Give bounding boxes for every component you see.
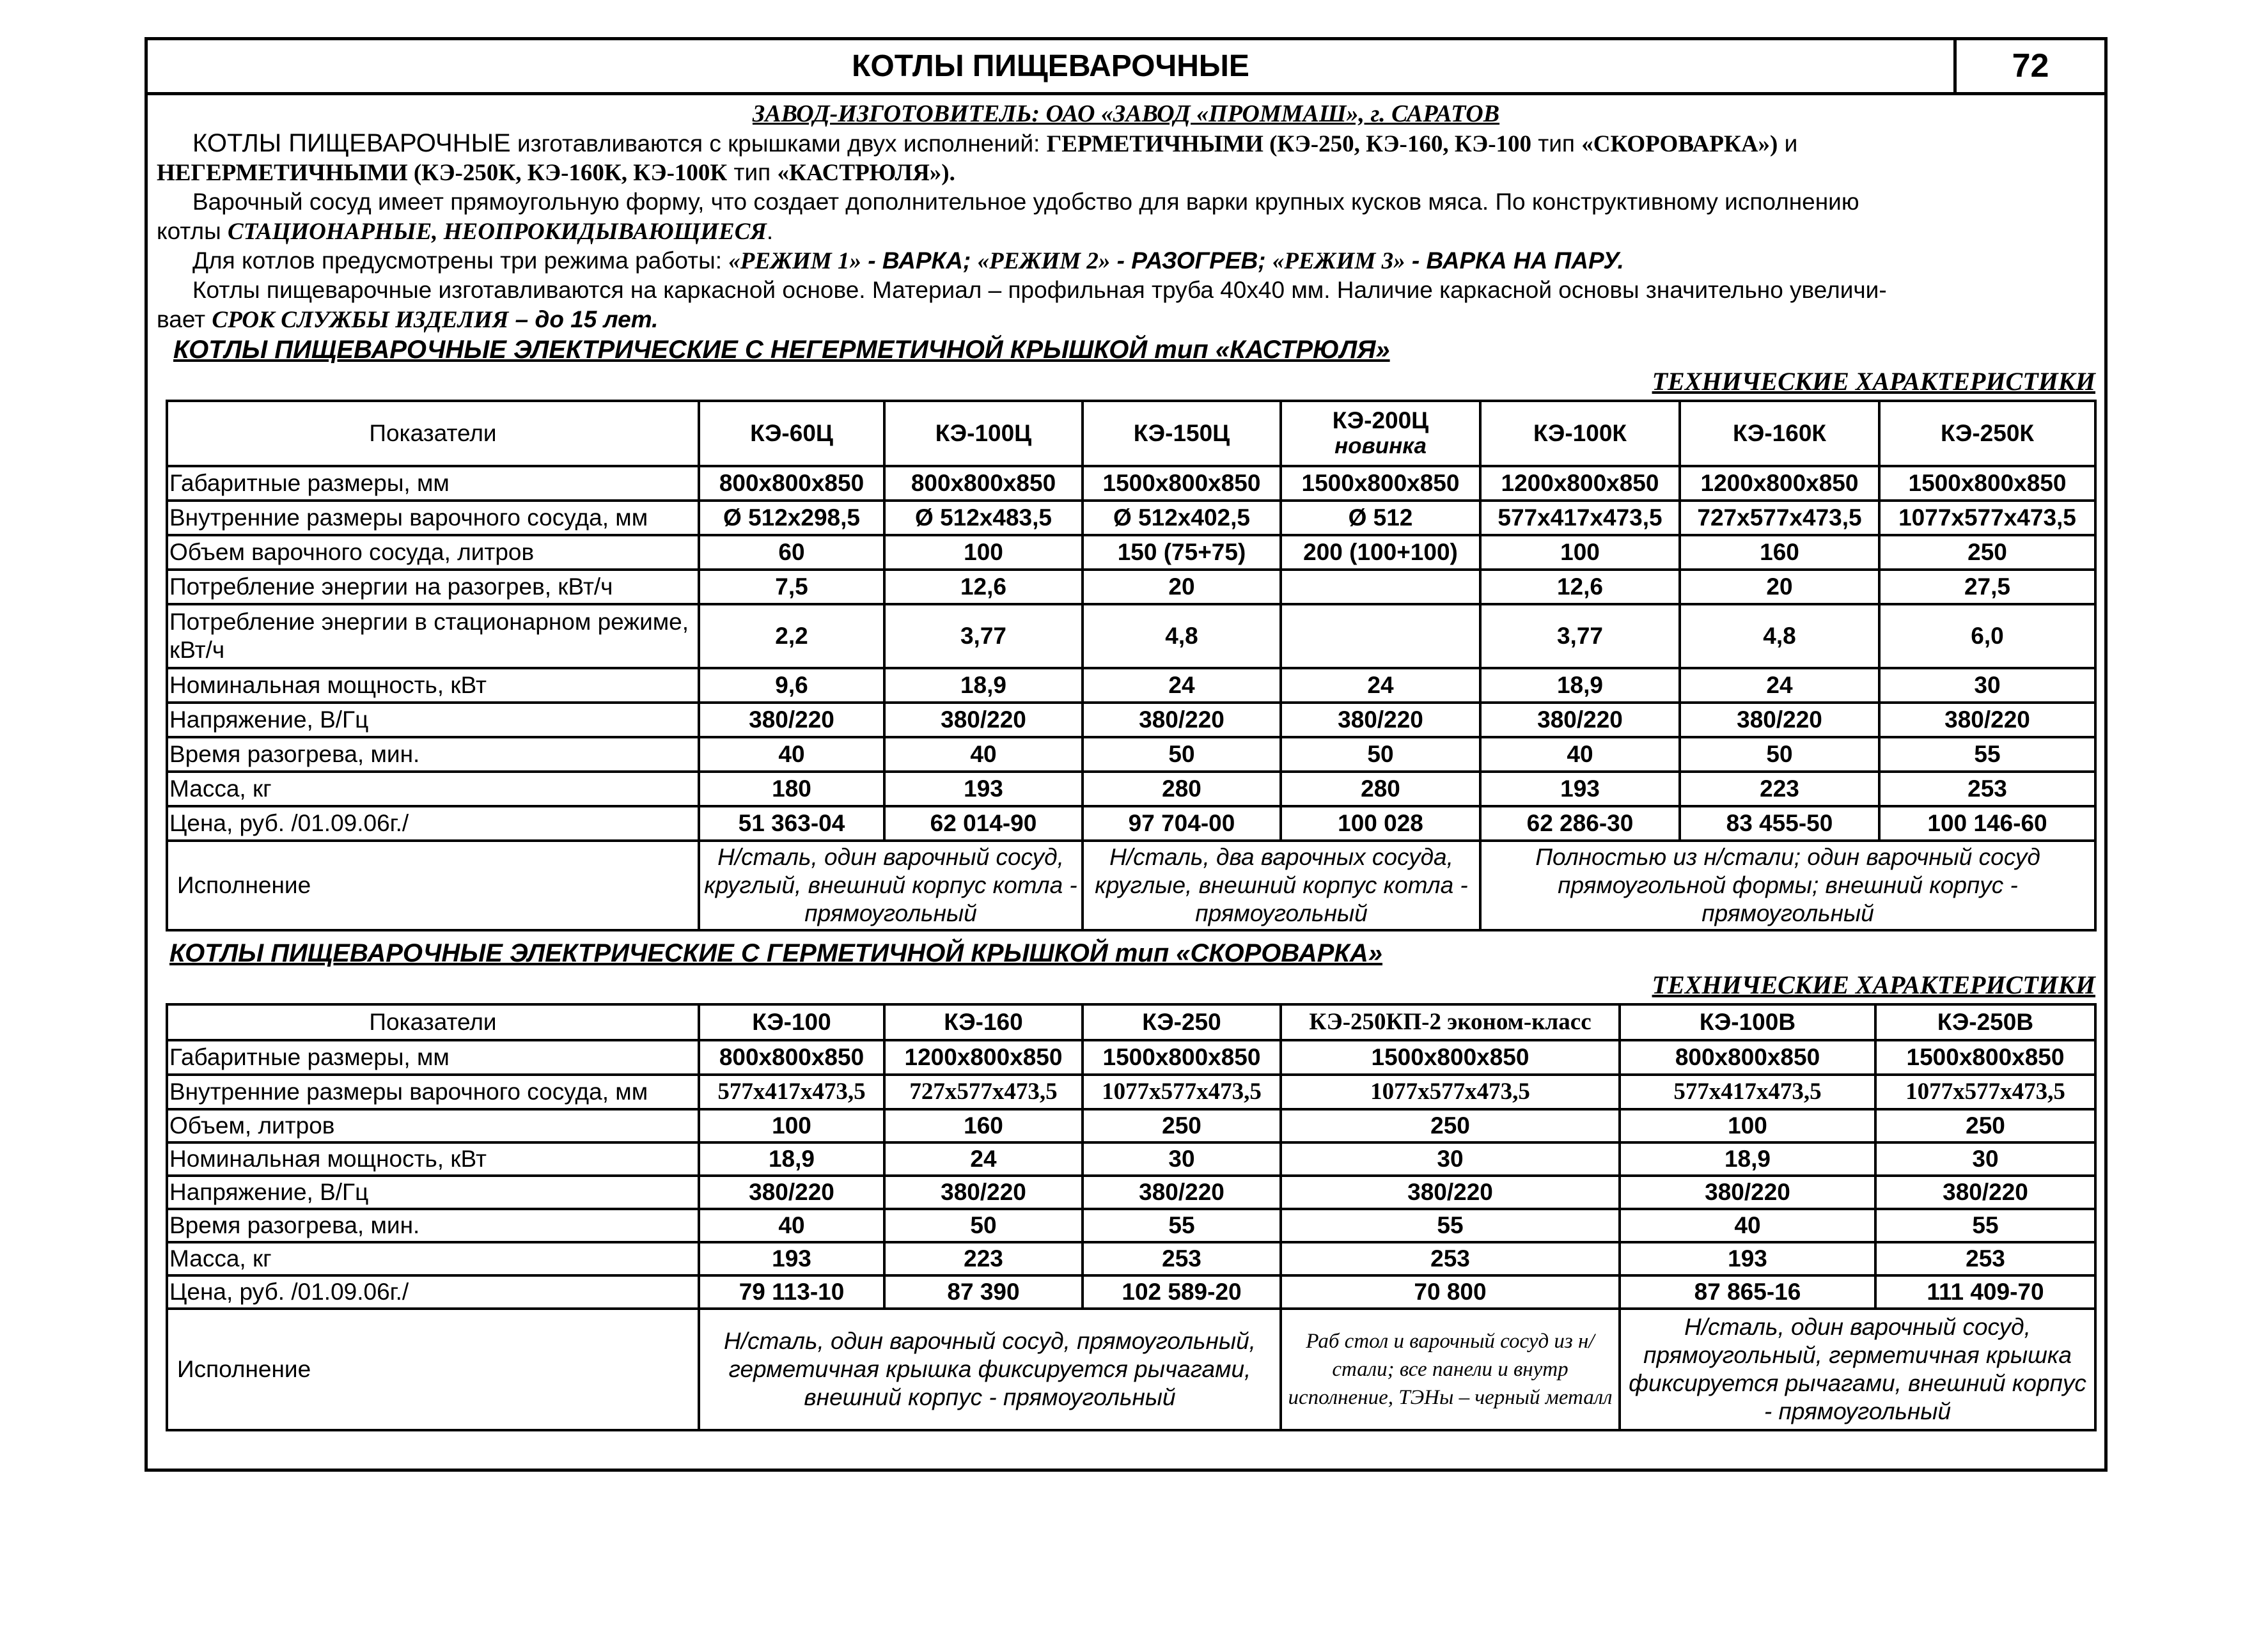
value-cell: 380/220: [1083, 703, 1281, 737]
value-cell: 55: [1281, 1209, 1620, 1242]
value-cell: 1500х800х850: [1281, 466, 1480, 501]
value-cell: 83 455-50: [1680, 806, 1879, 841]
intro-line-6: Котлы пищеварочные изготавливаются на каркасной основе. Материал – профильная труба 40х40 мм. Наличие каркасной основы значительно увеличи-: [192, 277, 1887, 303]
value-cell: 1077х577х473,5: [1083, 1075, 1281, 1109]
value-cell: 1077х577х473,5: [1281, 1075, 1620, 1109]
model-cell: КЭ-250В: [1875, 1004, 2095, 1040]
value-cell: 3,77: [1480, 604, 1680, 668]
model-cell: КЭ-250К: [1879, 401, 2095, 466]
intro-line-4: [157, 217, 2092, 247]
table-row: [167, 772, 2095, 806]
intro-line-3: Варочный сосуд имеет прямоугольную форму, что создает дополнительное удобство для варки крупных кусков мяса. По конструктивному исполнению: [192, 189, 1859, 215]
exec-cell: Н/сталь, один варочный сосуд, прямоугольный, герметичная крышка фиксируется рычагами, внешний корпус - прямоугольный: [1620, 1309, 2095, 1430]
row-label: Цена, руб. /01.09.06г./: [167, 1275, 699, 1309]
intro-text: – до 15 лет.: [508, 306, 659, 332]
row-label: Масса, кг: [167, 772, 699, 806]
row-label: Исполнение: [167, 1309, 699, 1430]
section1-body: [167, 466, 2095, 841]
value-cell: 223: [884, 1242, 1083, 1275]
row-label: Время разогрева, мин.: [167, 737, 699, 772]
value-cell: 1500х800х850: [1875, 1040, 2095, 1075]
model-cell: КЭ-160: [884, 1004, 1083, 1040]
table-row: [167, 841, 2095, 930]
value-cell: Ø 512х483,5: [884, 501, 1083, 535]
table-row: [167, 501, 2095, 535]
row-label: Номинальная мощность, кВт: [167, 668, 699, 703]
value-cell: 727х577х473,5: [884, 1075, 1083, 1109]
value-cell: 100: [699, 1109, 884, 1142]
model-cell: КЭ-250КП-2 эконом-класс: [1281, 1004, 1620, 1040]
table-row: [167, 668, 2095, 703]
row-label: Потребление энергии на разогрев, кВт/ч: [167, 570, 699, 604]
value-cell: 102 589-20: [1083, 1275, 1281, 1309]
title-bar: [148, 40, 2104, 95]
table-row: [167, 1275, 2095, 1309]
intro-line-7: [157, 305, 2092, 335]
value-cell: 1500х800х850: [1879, 466, 2095, 501]
value-cell: 1077х577х473,5: [1875, 1075, 2095, 1109]
table-row: [167, 1309, 2095, 1430]
table-row: [167, 1242, 2095, 1275]
value-cell: 3,77: [884, 604, 1083, 668]
table-row: [167, 703, 2095, 737]
value-cell: 9,6: [699, 668, 884, 703]
value-cell: 100 146-60: [1879, 806, 2095, 841]
value-cell: 577х417х473,5: [1480, 501, 1680, 535]
value-cell: 253: [1879, 772, 2095, 806]
value-cell: 24: [884, 1142, 1083, 1176]
intro-line-2: [157, 158, 2092, 188]
section1-tech-label: ТЕХНИЧЕСКИЕ ХАРАКТЕРИСТИКИ: [1652, 367, 2095, 396]
value-cell: 62 014-90: [884, 806, 1083, 841]
value-cell: [1281, 570, 1480, 604]
value-cell: 50: [1083, 737, 1281, 772]
exec-cell: Н/сталь, один варочный сосуд, круглый, внешний корпус котла - прямоугольный: [699, 841, 1083, 930]
exec-cell: Полностью из н/стали; один варочный сосуд прямоугольной формы; внешний корпус - прямоугольный: [1480, 841, 2095, 930]
table-row: [167, 401, 2095, 466]
value-cell: 380/220: [699, 703, 884, 737]
value-cell: 193: [699, 1242, 884, 1275]
value-cell: 223: [1680, 772, 1879, 806]
row-label: Габаритные размеры, мм: [167, 466, 699, 501]
value-cell: 577х417х473,5: [699, 1075, 884, 1109]
value-cell: 87 390: [884, 1275, 1083, 1309]
value-cell: 1500х800х850: [1083, 466, 1281, 501]
value-cell: 1500х800х850: [1083, 1040, 1281, 1075]
value-cell: 577х417х473,5: [1620, 1075, 1875, 1109]
value-cell: 380/220: [1083, 1176, 1281, 1209]
value-cell: 40: [884, 737, 1083, 772]
intro-text: Для котлов предусмотрены три режима работы:: [192, 247, 729, 274]
page-title: КОТЛЫ ПИЩЕВАРОЧНЫЕ: [148, 40, 1957, 92]
value-cell: 20: [1083, 570, 1281, 604]
new-badge: новинка: [1334, 433, 1427, 458]
value-cell: 280: [1281, 772, 1480, 806]
intro-text: - РАЗОГРЕВ;: [1110, 247, 1272, 274]
row-label: Объем, литров: [167, 1109, 699, 1142]
value-cell: 30: [1875, 1142, 2095, 1176]
value-cell: 380/220: [1480, 703, 1680, 737]
intro-text: изготавливаются с крышками двух исполнений:: [510, 130, 1047, 157]
value-cell: 30: [1879, 668, 2095, 703]
header-cell: Показатели: [167, 401, 699, 466]
model-cell: КЭ-60Ц: [699, 401, 884, 466]
value-cell: 800х800х850: [884, 466, 1083, 501]
model-cell: КЭ-100К: [1480, 401, 1680, 466]
value-cell: 24: [1281, 668, 1480, 703]
table-row: [167, 1176, 2095, 1209]
value-cell: 380/220: [884, 1176, 1083, 1209]
table-row: [167, 1142, 2095, 1176]
value-cell: 1200х800х850: [1680, 466, 1879, 501]
value-cell: 18,9: [699, 1142, 884, 1176]
section1-table: [166, 400, 2097, 931]
value-cell: 160: [884, 1109, 1083, 1142]
value-cell: 27,5: [1879, 570, 2095, 604]
value-cell: 380/220: [1281, 703, 1480, 737]
value-cell: 50: [1680, 737, 1879, 772]
value-cell: 193: [884, 772, 1083, 806]
value-cell: 1200х800х850: [1480, 466, 1680, 501]
section2-heading: КОТЛЫ ПИЩЕВАРОЧНЫЕ ЭЛЕКТРИЧЕСКИЕ С ГЕРМЕТИЧНОЙ КРЫШКОЙ тип «СКОРОВАРКА»: [169, 939, 1383, 967]
row-label: Внутренние размеры варочного сосуда, мм: [167, 501, 699, 535]
value-cell: 30: [1083, 1142, 1281, 1176]
value-cell: 79 113-10: [699, 1275, 884, 1309]
table-row: [167, 535, 2095, 570]
table-row: [167, 1209, 2095, 1242]
intro-text: КОТЛЫ ПИЩЕВАРОЧНЫЕ: [192, 129, 511, 157]
value-cell: 12,6: [1480, 570, 1680, 604]
value-cell: 24: [1680, 668, 1879, 703]
value-cell: 253: [1083, 1242, 1281, 1275]
value-cell: 380/220: [1875, 1176, 2095, 1209]
intro-text: тип: [1531, 130, 1582, 157]
value-cell: 62 286-30: [1480, 806, 1680, 841]
intro-text: - ВАРКА НА ПАРУ.: [1405, 247, 1624, 274]
section2-table: [166, 1003, 2097, 1431]
table-row: [167, 570, 2095, 604]
value-cell: 150 (75+75): [1083, 535, 1281, 570]
intro-text: «РЕЖИМ 2»: [977, 248, 1111, 274]
model-cell: КЭ-100: [699, 1004, 884, 1040]
value-cell: 160: [1680, 535, 1879, 570]
value-cell: 193: [1620, 1242, 1875, 1275]
value-cell: 87 865-16: [1620, 1275, 1875, 1309]
value-cell: 51 363-04: [699, 806, 884, 841]
table-row: [167, 1075, 2095, 1109]
intro-text: ГЕРМЕТИЧНЫМИ (КЭ-250, КЭ-160, КЭ-100: [1046, 131, 1532, 157]
table-row: [167, 1004, 2095, 1040]
section2-tech-label: ТЕХНИЧЕСКИЕ ХАРАКТЕРИСТИКИ: [1652, 970, 2095, 999]
value-cell: Ø 512х402,5: [1083, 501, 1281, 535]
page-number: 72: [2012, 47, 2049, 84]
value-cell: 800х800х850: [1620, 1040, 1875, 1075]
value-cell: 253: [1875, 1242, 2095, 1275]
value-cell: 18,9: [1620, 1142, 1875, 1176]
row-label: Напряжение, В/Гц: [167, 1176, 699, 1209]
value-cell: 30: [1281, 1142, 1620, 1176]
value-cell: 18,9: [884, 668, 1083, 703]
row-label: Цена, руб. /01.09.06г./: [167, 806, 699, 841]
row-label: Номинальная мощность, кВт: [167, 1142, 699, 1176]
table-row: [167, 1040, 2095, 1075]
model-cell: КЭ-160К: [1680, 401, 1879, 466]
table-row: [167, 806, 2095, 841]
manufacturer-line: ЗАВОД-ИЗГОТОВИТЕЛЬ: ОАО «ЗАВОД «ПРОММАШ», г. САРАТОВ: [752, 100, 1500, 127]
intro-text: тип: [727, 159, 778, 185]
value-cell: 40: [1620, 1209, 1875, 1242]
exec-cell: Раб стол и варочный сосуд из н/стали; все панели и внутр исполнение, ТЭНы – черный металл: [1281, 1309, 1620, 1430]
value-cell: 2,2: [699, 604, 884, 668]
intro-text: - ВАРКА;: [861, 247, 978, 274]
value-cell: 1200х800х850: [884, 1040, 1083, 1075]
value-cell: 200 (100+100): [1281, 535, 1480, 570]
value-cell: Ø 512: [1281, 501, 1480, 535]
value-cell: 380/220: [1879, 703, 2095, 737]
intro-text: «СКОРОВАРКА»): [1581, 131, 1778, 157]
exec-cell: Н/сталь, два варочных сосуда, круглые, внешний корпус котла - прямоугольный: [1083, 841, 1480, 930]
table-row: [167, 737, 2095, 772]
value-cell: 250: [1281, 1109, 1620, 1142]
value-cell: 100: [884, 535, 1083, 570]
section2-body: [167, 1040, 2095, 1309]
value-cell: 380/220: [1620, 1176, 1875, 1209]
row-label: Исполнение: [167, 841, 699, 930]
value-cell: 4,8: [1680, 604, 1879, 668]
row-label: Время разогрева, мин.: [167, 1209, 699, 1242]
value-cell: 380/220: [1281, 1176, 1620, 1209]
value-cell: 7,5: [699, 570, 884, 604]
value-cell: 55: [1875, 1209, 2095, 1242]
row-label: Масса, кг: [167, 1242, 699, 1275]
value-cell: 100 028: [1281, 806, 1480, 841]
intro-text: «КАСТРЮЛЯ»).: [777, 160, 955, 186]
value-cell: 12,6: [884, 570, 1083, 604]
value-cell: 180: [699, 772, 884, 806]
value-cell: 727х577х473,5: [1680, 501, 1879, 535]
section1-heading: КОТЛЫ ПИЩЕВАРОЧНЫЕ ЭЛЕКТРИЧЕСКИЕ С НЕГЕРМЕТИЧНОЙ КРЫШКОЙ тип «КАСТРЮЛЯ»: [173, 336, 1390, 364]
row-label: Потребление энергии в стационарном режиме, кВт/ч: [167, 604, 699, 668]
intro-text: .: [766, 218, 774, 244]
intro-text: «РЕЖИМ 1»: [728, 248, 861, 274]
value-cell: 40: [699, 1209, 884, 1242]
value-cell: 6,0: [1879, 604, 2095, 668]
value-cell: 55: [1083, 1209, 1281, 1242]
value-cell: 40: [1480, 737, 1680, 772]
value-cell: [1281, 604, 1480, 668]
value-cell: 250: [1875, 1109, 2095, 1142]
model-cell: КЭ-150Ц: [1083, 401, 1281, 466]
value-cell: 250: [1083, 1109, 1281, 1142]
intro-text: и: [1778, 130, 1798, 157]
value-cell: 24: [1083, 668, 1281, 703]
intro-text: вает: [157, 306, 212, 332]
model-name: КЭ-200Ц: [1332, 407, 1429, 433]
table-row: [167, 466, 2095, 501]
value-cell: 380/220: [884, 703, 1083, 737]
value-cell: 1500х800х850: [1281, 1040, 1620, 1075]
page-frame: [145, 37, 2108, 1472]
value-cell: 250: [1879, 535, 2095, 570]
value-cell: 253: [1281, 1242, 1620, 1275]
intro-line-1: [192, 129, 2092, 159]
value-cell: 18,9: [1480, 668, 1680, 703]
value-cell: 70 800: [1281, 1275, 1620, 1309]
value-cell: 111 409-70: [1875, 1275, 2095, 1309]
value-cell: 55: [1879, 737, 2095, 772]
intro-text: СТАЦИОНАРНЫЕ, НЕОПРОКИДЫВАЮЩИЕСЯ: [227, 219, 767, 245]
exec-cell: Н/сталь, один варочный сосуд, прямоугольный, герметичная крышка фиксируется рычагами, внешний корпус - прямоугольный: [699, 1309, 1281, 1430]
header-cell: Показатели: [167, 1004, 699, 1040]
value-cell: 97 704-00: [1083, 806, 1281, 841]
model-cell: КЭ-100Ц: [884, 401, 1083, 466]
row-label: Внутренние размеры варочного сосуда, мм: [167, 1075, 699, 1109]
value-cell: 280: [1083, 772, 1281, 806]
intro-text: котлы: [157, 218, 228, 244]
row-label: Габаритные размеры, мм: [167, 1040, 699, 1075]
model-cell: КЭ-250: [1083, 1004, 1281, 1040]
value-cell: 800х800х850: [699, 1040, 884, 1075]
table-row: [167, 604, 2095, 668]
row-label: Объем варочного сосуда, литров: [167, 535, 699, 570]
value-cell: 380/220: [699, 1176, 884, 1209]
model-cell: [1281, 401, 1480, 466]
value-cell: 20: [1680, 570, 1879, 604]
intro-text: СРОК СЛУЖБЫ ИЗДЕЛИЯ: [212, 307, 509, 333]
intro-text: «РЕЖИМ 3»: [1272, 248, 1405, 274]
value-cell: 193: [1480, 772, 1680, 806]
value-cell: 4,8: [1083, 604, 1281, 668]
value-cell: 50: [1281, 737, 1480, 772]
table-row: [167, 1109, 2095, 1142]
value-cell: 800х800х850: [699, 466, 884, 501]
intro-text: НЕГЕРМЕТИЧНЫМИ (КЭ-250К, КЭ-160К, КЭ-100К: [157, 160, 728, 186]
value-cell: 100: [1620, 1109, 1875, 1142]
row-label: Напряжение, В/Гц: [167, 703, 699, 737]
value-cell: 100: [1480, 535, 1680, 570]
value-cell: 40: [699, 737, 884, 772]
value-cell: 50: [884, 1209, 1083, 1242]
value-cell: 60: [699, 535, 884, 570]
value-cell: 1077х577х473,5: [1879, 501, 2095, 535]
value-cell: Ø 512х298,5: [699, 501, 884, 535]
model-cell: КЭ-100В: [1620, 1004, 1875, 1040]
intro-line-5: [192, 246, 2092, 276]
value-cell: 380/220: [1680, 703, 1879, 737]
